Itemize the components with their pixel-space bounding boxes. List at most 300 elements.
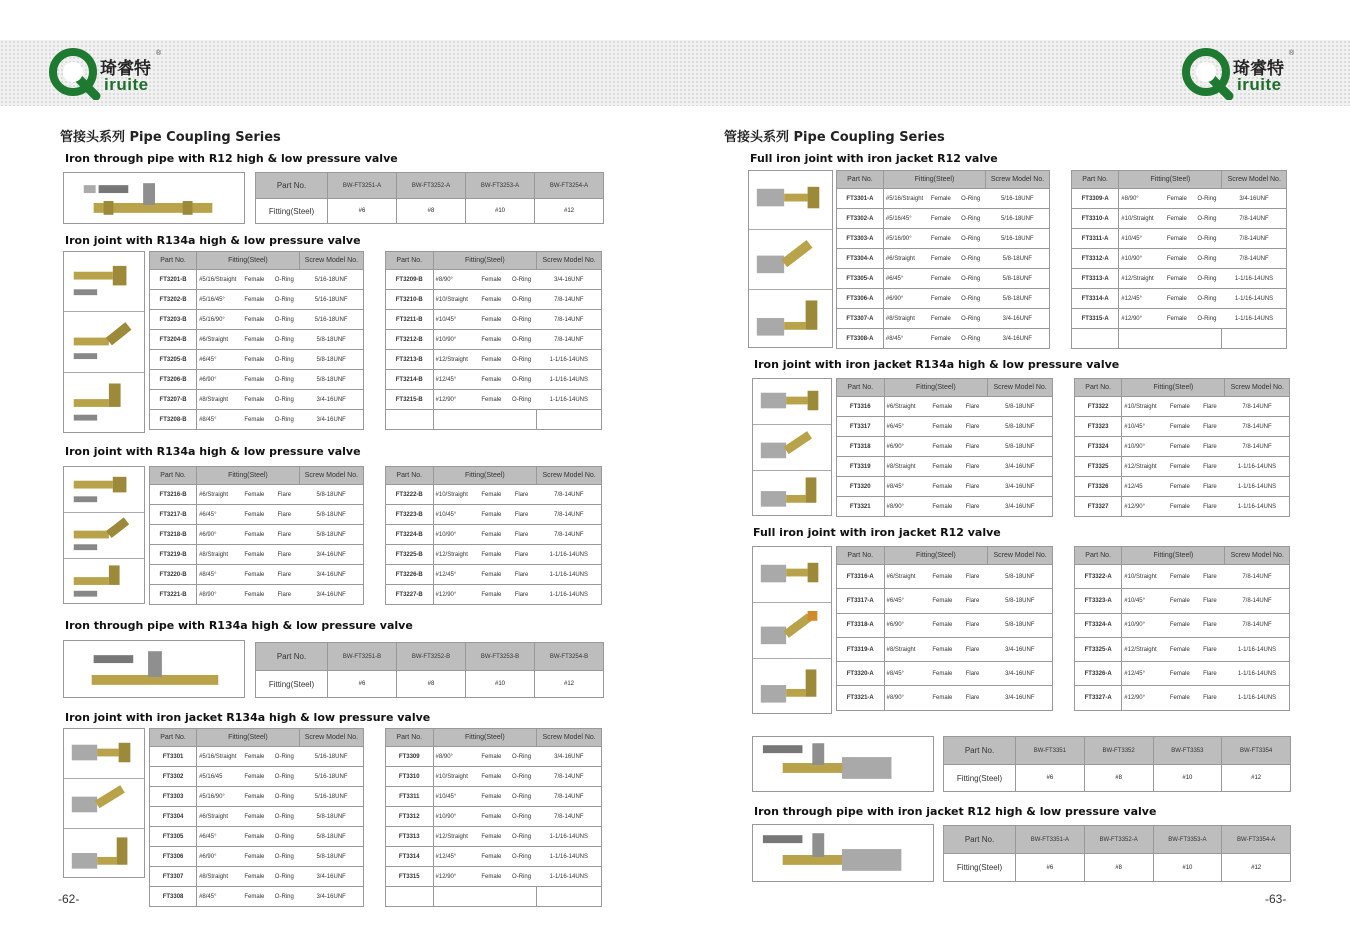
fitting-gender: Female — [1165, 397, 1195, 417]
fitting-seal: Flare — [269, 585, 299, 605]
screw-model: 5/8-18UNF — [988, 589, 1053, 613]
section-title: Iron joint with R134a high & low pressure valve — [65, 445, 361, 458]
fitting-gender: Female — [1165, 437, 1195, 457]
fitting-seal: Flare — [957, 686, 987, 710]
part-number: FT3315-A — [1072, 309, 1119, 329]
page-number: -62- — [58, 892, 80, 906]
screw-model: 7/8-14UNF — [1225, 417, 1290, 437]
fitting-seal: O-Ring — [269, 330, 299, 350]
fitting-size: #10/45° — [1122, 417, 1165, 437]
series-title: 管接头系列 Pipe Coupling Series — [724, 130, 945, 145]
fitting-gender: Female — [1165, 662, 1195, 686]
fitting-size: #10/Straight — [1122, 397, 1165, 417]
column-header: Screw Model No. — [1225, 379, 1290, 397]
part-number: FT3326 — [1075, 477, 1122, 497]
registered-mark: ® — [156, 50, 162, 57]
fitting-seal: Flare — [1195, 397, 1225, 417]
screw-model: 7/8-14UNF — [1222, 229, 1287, 249]
screw-model: 3/4-16UNF — [1222, 189, 1287, 209]
part-number: FT3307-A — [837, 309, 884, 329]
empty-cell — [537, 887, 602, 907]
fitting-gender: Female — [476, 747, 506, 767]
column-header: Fitting(Steel) — [433, 467, 537, 485]
screw-model: 1-1/16-14UNS — [1225, 477, 1290, 497]
fitting-size: #10/90° — [1122, 437, 1165, 457]
part-number: FT3324-A — [1075, 613, 1122, 637]
fitting-gender: Female — [1165, 417, 1195, 437]
empty-cell — [433, 410, 537, 430]
fitting-gender: Female — [476, 767, 506, 787]
table-row — [1075, 662, 1290, 686]
fitting-seal: O-Ring — [269, 290, 299, 310]
fitting-seal: Flare — [957, 613, 987, 637]
spec-table — [149, 466, 364, 605]
fitting-seal: Flare — [1195, 637, 1225, 661]
fitting-size: #6/Straight — [884, 565, 927, 589]
part-number: FT3306 — [150, 847, 197, 867]
fitting-seal: O-Ring — [269, 270, 299, 290]
part-number: FT3219-B — [150, 545, 197, 565]
table-row — [386, 370, 602, 390]
fitting-gender: Female — [927, 637, 957, 661]
fitting-size: #8/45° — [883, 329, 926, 349]
fitting-seal: Flare — [957, 477, 987, 497]
table-row — [150, 767, 364, 787]
table-row — [1075, 589, 1290, 613]
jacket-45-fitting-icon — [64, 779, 144, 828]
empty-cell — [537, 410, 602, 430]
table-row — [150, 565, 364, 585]
part-number: FT3214-B — [386, 370, 434, 390]
part-number: BW-FT3251-B — [328, 643, 397, 671]
fitting-gender: Female — [926, 309, 956, 329]
table-row — [386, 787, 602, 807]
screw-model: 5/8-18UNF — [988, 437, 1053, 457]
part-number: FT3217-B — [150, 505, 197, 525]
fitting-gender: Female — [239, 807, 269, 827]
fitting-seal: Flare — [957, 397, 987, 417]
screw-model: 5/16-18UNF — [299, 310, 363, 330]
screw-model: 5/16-18UNF — [299, 767, 363, 787]
row-label: Fitting(Steel) — [944, 854, 1016, 882]
jacket-through-pipe-icon — [753, 825, 933, 882]
fitting-seal: O-Ring — [506, 370, 536, 390]
table-row — [837, 309, 1050, 329]
screw-model: 1-1/16-14UNS — [537, 545, 602, 565]
fitting-seal: Flare — [506, 545, 536, 565]
part-number: FT3310-A — [1072, 209, 1119, 229]
fitting-size: #5/16/90° — [883, 229, 926, 249]
fitting-size: #12/45° — [433, 847, 476, 867]
part-number: FT3220-B — [150, 565, 197, 585]
fitting-size: #12/45° — [1122, 662, 1165, 686]
column-header: Fitting(Steel) — [197, 729, 300, 747]
part-number: FT3311 — [386, 787, 434, 807]
table-row — [386, 290, 602, 310]
jacket-90-fitting-icon — [753, 471, 831, 516]
spec-table — [385, 251, 602, 430]
product-photo-column — [752, 378, 832, 516]
fitting-gender: Female — [239, 370, 269, 390]
part-number: FT3222-B — [386, 485, 434, 505]
fitting-size: #6/45° — [197, 505, 240, 525]
fitting-size: #10/45° — [1119, 229, 1162, 249]
part-number: FT3323-A — [1075, 589, 1122, 613]
table-row — [1072, 309, 1287, 329]
part-number: FT3326-A — [1075, 662, 1122, 686]
column-header: Screw Model No. — [299, 467, 363, 485]
column-header: Screw Model No. — [986, 171, 1050, 189]
column-header: Screw Model No. — [537, 467, 602, 485]
fitting-size: #10/Straight — [433, 485, 476, 505]
column-header: Part No. — [1072, 171, 1119, 189]
fitting-gender: Female — [239, 505, 269, 525]
product-photo-column — [63, 251, 145, 433]
fitting-seal: Flare — [1195, 417, 1225, 437]
empty-cell — [1119, 329, 1222, 349]
size-value: #10 — [1153, 854, 1222, 882]
fitting-seal: O-Ring — [269, 370, 299, 390]
fitting-seal: Flare — [957, 497, 987, 517]
fitting-gender: Female — [926, 329, 956, 349]
fitting-gender: Female — [927, 565, 957, 589]
fitting-size: #10/Straight — [433, 767, 476, 787]
fitting-size: #5/16/Straight — [883, 189, 926, 209]
screw-model: 1-1/16-14UNS — [1222, 289, 1287, 309]
table-row — [150, 410, 364, 430]
fitting-gender: Female — [927, 662, 957, 686]
fitting-size: #8/90° — [197, 585, 240, 605]
table-row — [386, 747, 602, 767]
fitting-seal: Flare — [506, 565, 536, 585]
table-row — [1072, 229, 1287, 249]
spec-table — [943, 736, 1291, 792]
table-row — [837, 457, 1053, 477]
fitting-gender: Female — [1165, 613, 1195, 637]
fitting-seal: Flare — [1195, 477, 1225, 497]
table-row — [1075, 457, 1290, 477]
size-value: #10 — [466, 671, 535, 698]
fitting-gender: Female — [239, 787, 269, 807]
empty-row — [386, 410, 602, 430]
table-row — [837, 269, 1050, 289]
fitting-seal: Flare — [957, 662, 987, 686]
fitting-seal: O-Ring — [506, 847, 536, 867]
screw-model: 7/8-14UNF — [537, 807, 602, 827]
fitting-gender: Female — [476, 867, 506, 887]
spec-table — [385, 466, 602, 605]
fitting-gender: Female — [1165, 457, 1195, 477]
section-title: Full iron joint with iron jacket R12 valve — [750, 152, 998, 165]
size-value: #8 — [397, 671, 466, 698]
fitting-gender: Female — [239, 867, 269, 887]
fitting-size: #8/90° — [433, 270, 476, 290]
table-row — [1075, 417, 1290, 437]
fitting-size: #8/Straight — [197, 390, 240, 410]
column-header: Fitting(Steel) — [1122, 547, 1225, 565]
fitting-seal: O-Ring — [1192, 269, 1222, 289]
table-row — [150, 867, 364, 887]
fitting-seal: Flare — [506, 525, 536, 545]
fitting-size: #12/45° — [433, 370, 476, 390]
fitting-size: #8/Straight — [884, 637, 927, 661]
fitting-seal: Flare — [1195, 589, 1225, 613]
fitting-gender: Female — [239, 525, 269, 545]
table-row — [1072, 289, 1287, 309]
screw-model: 5/16-18UNF — [299, 290, 363, 310]
through-pipe-fitting-icon — [64, 173, 244, 224]
part-number: FT3205-B — [150, 350, 197, 370]
table-row — [150, 370, 364, 390]
part-number: FT3316 — [837, 397, 885, 417]
table-row — [837, 417, 1053, 437]
header-cell: Part No. — [256, 173, 328, 199]
screw-model: 1-1/16-14UNS — [537, 827, 602, 847]
part-number: FT3319-A — [837, 637, 885, 661]
fitting-gender: Female — [1162, 209, 1192, 229]
fitting-size: #12/Straight — [433, 350, 476, 370]
fitting-gender: Female — [476, 827, 506, 847]
table-row — [1072, 189, 1287, 209]
screw-model: 1-1/16-14UNS — [537, 565, 602, 585]
part-number: FT3223-B — [386, 505, 434, 525]
table-row — [386, 847, 602, 867]
fitting-size: #8/90° — [884, 497, 927, 517]
screw-model: 1-1/16-14UNS — [1222, 309, 1287, 329]
screw-model: 3/4-16UNF — [299, 545, 363, 565]
part-number: FT3218-B — [150, 525, 197, 545]
section-title: Full iron joint with iron jacket R12 valve — [753, 526, 1001, 539]
size-value: #8 — [397, 199, 466, 224]
fitting-seal: O-Ring — [269, 767, 299, 787]
fitting-size: #5/16/90° — [197, 787, 240, 807]
column-header: Part No. — [150, 467, 197, 485]
part-number: FT3317-A — [837, 589, 885, 613]
size-value: #6 — [1016, 854, 1085, 882]
fitting-gender: Female — [239, 290, 269, 310]
screw-model: 1-1/16-14UNS — [1225, 497, 1290, 517]
screw-model: 7/8-14UNF — [537, 767, 602, 787]
fitting-gender: Female — [476, 485, 506, 505]
fitting-seal: O-Ring — [1192, 289, 1222, 309]
size-value: #6 — [328, 199, 397, 224]
column-header: Screw Model No. — [988, 379, 1053, 397]
brand-name-en: iruite — [1237, 75, 1282, 94]
part-number: BW-FT3251-A — [328, 173, 397, 199]
table-row — [150, 505, 364, 525]
fitting-gender: Female — [927, 477, 957, 497]
fitting-size: #5/16/45° — [883, 209, 926, 229]
part-number: BW-FT3354-A — [1222, 826, 1291, 854]
through-pipe-fitting-icon — [64, 641, 244, 698]
brand-logo — [1181, 48, 1301, 100]
fitting-gender: Female — [926, 189, 956, 209]
table-row — [837, 249, 1050, 269]
screw-model: 5/8-18UNF — [299, 827, 363, 847]
fitting-seal: O-Ring — [269, 747, 299, 767]
size-value: #12 — [535, 199, 604, 224]
fitting-gender: Female — [476, 270, 506, 290]
table-row — [386, 330, 602, 350]
part-number: FT3314-A — [1072, 289, 1119, 309]
table-row — [150, 330, 364, 350]
fitting-gender: Female — [476, 525, 506, 545]
part-number: FT3322 — [1075, 397, 1122, 417]
screw-model: 3/4-16UNF — [988, 686, 1053, 710]
empty-cell — [386, 410, 434, 430]
header-cell: Part No. — [944, 737, 1016, 765]
fitting-seal: O-Ring — [269, 350, 299, 370]
fitting-gender: Female — [1162, 229, 1192, 249]
fitting-size: #12/Straight — [1119, 269, 1162, 289]
table-row — [150, 747, 364, 767]
part-number: BW-FT3354 — [1222, 737, 1291, 765]
fitting-gender: Female — [239, 310, 269, 330]
fitting-size: #10/45° — [433, 787, 476, 807]
fitting-size: #6/Straight — [884, 397, 927, 417]
fitting-size: #12/45 — [1122, 477, 1165, 497]
fitting-gender: Female — [1165, 565, 1195, 589]
part-number: FT3215-B — [386, 390, 434, 410]
spec-table — [836, 378, 1053, 517]
part-number: FT3203-B — [150, 310, 197, 330]
fitting-size: #12/Straight — [433, 827, 476, 847]
fitting-gender: Female — [927, 613, 957, 637]
fitting-size: #12/Straight — [433, 545, 476, 565]
fitting-gender: Female — [1165, 686, 1195, 710]
fitting-size: #10/45° — [433, 505, 476, 525]
fitting-size: #6/Straight — [197, 807, 240, 827]
table-row — [1075, 637, 1290, 661]
table-row — [386, 545, 602, 565]
fitting-gender: Female — [476, 330, 506, 350]
fitting-seal: Flare — [1195, 686, 1225, 710]
fitting-seal: O-Ring — [956, 329, 986, 349]
screw-model: 7/8-14UNF — [537, 525, 602, 545]
fitting-gender: Female — [1162, 289, 1192, 309]
fitting-gender: Female — [476, 847, 506, 867]
fitting-gender: Female — [476, 787, 506, 807]
angled-45-fitting-icon — [64, 513, 144, 558]
part-number: FT3226-B — [386, 565, 434, 585]
registered-mark: ® — [1289, 50, 1295, 57]
fitting-seal: O-Ring — [1192, 249, 1222, 269]
column-header: Fitting(Steel) — [883, 171, 985, 189]
fitting-size: #5/16/45 — [197, 767, 240, 787]
part-number: FT3202-B — [150, 290, 197, 310]
fitting-gender: Female — [239, 485, 269, 505]
jacket-45-fitting-icon — [749, 230, 832, 289]
screw-model: 7/8-14UNF — [1225, 613, 1290, 637]
fitting-gender: Female — [927, 589, 957, 613]
part-number: FT3224-B — [386, 525, 434, 545]
column-header: Fitting(Steel) — [1119, 171, 1222, 189]
column-header: Fitting(Steel) — [884, 547, 988, 565]
jacket-fitting-icon — [64, 729, 144, 778]
fitting-seal: O-Ring — [506, 310, 536, 330]
screw-model: 3/4-16UNF — [986, 309, 1050, 329]
column-header: Part No. — [837, 547, 885, 565]
size-value: #10 — [466, 199, 535, 224]
fitting-size: #8/Straight — [884, 457, 927, 477]
fitting-size: #6/90° — [883, 289, 926, 309]
table-row — [1072, 269, 1287, 289]
screw-model: 3/4-16UNF — [988, 457, 1053, 477]
section-title: Iron joint with iron jacket R134a high & low pressure valve — [65, 711, 431, 724]
section-title: Iron joint with R134a high & low pressure valve — [65, 234, 361, 247]
fitting-size: #10/Straight — [1119, 209, 1162, 229]
screw-model: 3/4-16UNF — [988, 637, 1053, 661]
fitting-size: #10/45° — [1122, 589, 1165, 613]
product-photo-column — [752, 546, 832, 714]
fitting-seal: O-Ring — [956, 189, 986, 209]
fitting-size: #12/Straight — [1122, 457, 1165, 477]
screw-model: 1-1/16-14UNS — [1225, 686, 1290, 710]
part-number: FT3312 — [386, 807, 434, 827]
fitting-seal: O-Ring — [269, 787, 299, 807]
table-row — [386, 485, 602, 505]
fitting-gender: Female — [926, 289, 956, 309]
jacket-fitting-icon — [753, 547, 831, 602]
screw-model: 7/8-14UNF — [1225, 565, 1290, 589]
part-number: FT3318 — [837, 437, 885, 457]
jacket-through-pipe-icon — [753, 737, 933, 792]
fitting-seal: O-Ring — [1192, 309, 1222, 329]
row-label: Fitting(Steel) — [256, 199, 328, 224]
part-number: FT3315 — [386, 867, 434, 887]
fitting-size: #12/Straight — [1122, 637, 1165, 661]
fitting-seal: O-Ring — [1192, 229, 1222, 249]
screw-model: 7/8-14UNF — [537, 330, 602, 350]
fitting-gender: Female — [926, 269, 956, 289]
fitting-seal: O-Ring — [269, 887, 299, 907]
part-number: FT3304-A — [837, 249, 884, 269]
screw-model: 1-1/16-14UNS — [537, 370, 602, 390]
part-number: FT3322-A — [1075, 565, 1122, 589]
size-value: #8 — [1084, 854, 1153, 882]
screw-model: 5/16-18UNF — [986, 229, 1050, 249]
part-number: FT3225-B — [386, 545, 434, 565]
fitting-size: #8/45° — [197, 410, 240, 430]
fitting-gender: Female — [476, 370, 506, 390]
table-row — [837, 686, 1053, 710]
fitting-gender: Female — [926, 209, 956, 229]
spec-table — [149, 251, 364, 430]
header-cell: Part No. — [944, 826, 1016, 854]
table-row — [837, 637, 1053, 661]
table-row — [386, 565, 602, 585]
table-row — [837, 477, 1053, 497]
fitting-gender: Female — [239, 827, 269, 847]
part-number: BW-FT3353-A — [1153, 826, 1222, 854]
column-header: Fitting(Steel) — [433, 252, 537, 270]
spec-table — [836, 170, 1050, 349]
brand-name-cn: 琦睿特 — [100, 59, 151, 79]
fitting-gender: Female — [476, 807, 506, 827]
fitting-size: #12/90° — [433, 585, 476, 605]
fitting-seal: Flare — [269, 565, 299, 585]
fitting-seal: Flare — [957, 457, 987, 477]
column-header: Part No. — [386, 252, 434, 270]
fitting-size: #6/Straight — [197, 485, 240, 505]
spec-table — [1074, 378, 1290, 517]
fitting-size: #6/90° — [197, 525, 240, 545]
fitting-seal: Flare — [269, 525, 299, 545]
fitting-gender: Female — [927, 457, 957, 477]
fitting-size: #12/90° — [1122, 686, 1165, 710]
table-row — [837, 613, 1053, 637]
part-number: FT3320-A — [837, 662, 885, 686]
